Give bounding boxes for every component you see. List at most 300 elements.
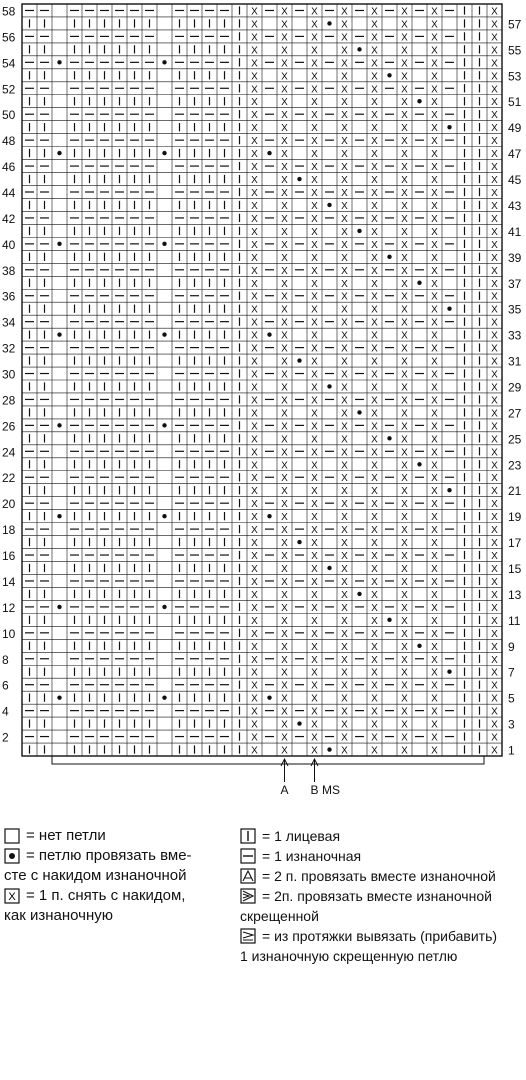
slip-stitch: X <box>311 473 318 485</box>
slip-stitch: X <box>311 525 318 537</box>
slip-stitch: X <box>341 434 348 446</box>
dot-stitch <box>327 747 331 751</box>
slip-stitch: X <box>311 628 318 640</box>
slip-stitch: X <box>371 213 378 225</box>
slip-stitch: X <box>431 706 438 718</box>
slip-stitch: X <box>281 551 288 563</box>
slip-stitch: X <box>401 576 408 588</box>
slip-stitch: X <box>251 330 258 342</box>
slip-stitch: X <box>491 641 498 653</box>
slip-stitch: X <box>401 447 408 459</box>
slip-stitch: X <box>491 615 498 627</box>
dot-stitch <box>327 21 331 25</box>
row-label-left: 30 <box>2 367 16 382</box>
slip-stitch: X <box>341 589 348 601</box>
row-label-right: 7 <box>508 665 515 680</box>
slip-stitch: X <box>401 71 408 83</box>
dot-stitch <box>57 605 61 609</box>
slip-stitch: X <box>251 525 258 537</box>
slip-stitch: X <box>491 110 498 122</box>
slip-stitch: X <box>401 265 408 277</box>
dot-stitch <box>327 384 331 388</box>
dot-stitch <box>162 151 166 155</box>
slip-stitch: X <box>491 330 498 342</box>
slip-stitch: X <box>371 149 378 161</box>
row-label-left: 18 <box>2 523 16 538</box>
slip-stitch: X <box>281 123 288 135</box>
slip-stitch: X <box>341 369 348 381</box>
slip-stitch: X <box>431 538 438 550</box>
slip-stitch: X <box>341 213 348 225</box>
legend-item-x-cont <box>4 906 234 926</box>
slip-stitch: X <box>341 32 348 44</box>
slip-stitch: X <box>311 58 318 70</box>
dot-stitch <box>57 242 61 246</box>
slip-stitch: X <box>491 382 498 394</box>
slip-stitch: X <box>251 473 258 485</box>
slip-stitch: X <box>311 551 318 563</box>
slip-stitch: X <box>281 512 288 524</box>
slip-stitch: X <box>311 265 318 277</box>
slip-stitch: X <box>281 564 288 575</box>
slip-stitch: X <box>311 719 318 731</box>
slip-stitch: X <box>401 486 408 498</box>
slip-stitch: X <box>431 32 438 44</box>
slip-stitch: X <box>431 525 438 537</box>
row-label-left: 48 <box>2 134 16 149</box>
legend-item-empty <box>4 826 234 846</box>
slip-stitch: X <box>311 706 318 718</box>
slip-stitch: X <box>371 719 378 731</box>
slip-stitch: X <box>431 291 438 303</box>
slip-stitch: X <box>401 84 408 96</box>
slip-stitch: X <box>281 239 288 251</box>
slip-stitch: X <box>401 317 408 329</box>
slip-stitch: X <box>251 32 258 44</box>
slip-stitch: X <box>311 317 318 329</box>
slip-stitch: X <box>341 123 348 135</box>
slip-stitch: X <box>371 356 378 368</box>
dot-stitch <box>417 644 421 648</box>
slip-stitch: X <box>431 265 438 277</box>
slip-stitch: X <box>371 745 378 757</box>
slip-stitch: X <box>431 602 438 614</box>
dot-stitch <box>447 488 451 492</box>
slip-stitch: X <box>251 421 258 433</box>
slip-stitch: X <box>251 395 258 407</box>
row-label-right: 27 <box>508 406 522 421</box>
dot-stitch <box>357 592 361 596</box>
slip-stitch: X <box>341 512 348 524</box>
slip-stitch: X <box>341 291 348 303</box>
slip-stitch: X <box>281 408 288 420</box>
slip-stitch: X <box>281 291 288 303</box>
slip-stitch: X <box>401 680 408 692</box>
slip-stitch: X <box>491 252 498 264</box>
slip-stitch: X <box>401 628 408 640</box>
legend-item-inc <box>240 926 524 946</box>
slip-stitch: X <box>371 369 378 381</box>
slip-stitch: X <box>311 45 318 57</box>
legend-item-p2togtbl <box>240 886 524 906</box>
slip-stitch: X <box>251 343 258 355</box>
slip-stitch: X <box>491 628 498 640</box>
slip-stitch: X <box>491 58 498 70</box>
legend-right <box>240 826 524 966</box>
dot-stitch <box>417 462 421 466</box>
slip-stitch: X <box>251 110 258 122</box>
repeat-bracket <box>52 756 484 764</box>
dot-stitch <box>387 436 391 440</box>
slip-stitch: X <box>431 460 438 472</box>
slip-stitch: X <box>431 123 438 135</box>
slip-stitch: X <box>431 421 438 433</box>
slip-stitch: X <box>251 447 258 459</box>
slip-stitch: X <box>341 460 348 472</box>
slip-stitch: X <box>431 680 438 692</box>
dot-icon <box>4 848 20 864</box>
row-label-left: 40 <box>2 237 16 252</box>
slip-stitch: X <box>371 421 378 433</box>
row-label-right: 23 <box>508 458 522 473</box>
slip-stitch: X <box>371 680 378 692</box>
row-label-left: 32 <box>2 341 16 356</box>
slip-stitch: X <box>371 343 378 355</box>
slip-stitch: X <box>491 317 498 329</box>
row-label-left: 58 <box>2 4 16 19</box>
slip-stitch: X <box>401 32 408 44</box>
dot-stitch <box>57 151 61 155</box>
slip-stitch: X <box>341 304 348 316</box>
slip-stitch: X <box>251 589 258 601</box>
slip-stitch: X <box>251 434 258 446</box>
section-label: MS <box>322 783 340 797</box>
slip-stitch: X <box>491 291 498 303</box>
slip-stitch: X <box>431 512 438 524</box>
slip-stitch: X <box>281 732 288 744</box>
row-label-left: 54 <box>2 56 16 71</box>
slip-stitch: X <box>311 486 318 498</box>
slip-stitch: X <box>371 45 378 57</box>
legend-text-knit: = 1 лицевая <box>262 828 341 844</box>
slip-stitch: X <box>341 486 348 498</box>
slip-stitch: X <box>281 136 288 148</box>
slip-stitch: X <box>431 551 438 563</box>
slip-stitch: X <box>371 58 378 70</box>
row-label-right: 39 <box>508 250 522 265</box>
slip-stitch: X <box>341 278 348 290</box>
slip-stitch: X <box>371 110 378 122</box>
slip-stitch: X <box>401 564 408 575</box>
row-label-left: 56 <box>2 30 16 45</box>
slip-stitch: X <box>371 486 378 498</box>
slip-stitch: X <box>431 226 438 238</box>
slip-stitch: X <box>431 745 438 757</box>
slip-stitch: X <box>251 654 258 666</box>
dot-stitch <box>417 281 421 285</box>
dot-stitch <box>57 695 61 699</box>
slip-stitch: X <box>491 408 498 420</box>
slip-stitch: X <box>281 628 288 640</box>
slip-stitch: X <box>311 538 318 550</box>
slip-stitch: X <box>281 110 288 122</box>
dot-stitch <box>327 566 331 570</box>
slip-stitch: X <box>281 499 288 511</box>
slip-stitch: X <box>341 149 348 161</box>
slip-stitch: X <box>371 239 378 251</box>
slip-stitch: X <box>281 421 288 433</box>
row-label-right: 21 <box>508 484 522 499</box>
row-label-left: 34 <box>2 315 16 330</box>
slip-stitch: X <box>371 32 378 44</box>
legend-text-x-cont: как изнаночную <box>4 907 113 924</box>
slip-stitch: X <box>491 654 498 666</box>
p2togtbl-icon <box>240 888 256 904</box>
slip-stitch: X <box>401 200 408 212</box>
slip-stitch: X <box>371 525 378 537</box>
dot-stitch <box>297 177 301 181</box>
slip-stitch: X <box>371 447 378 459</box>
slip-stitch: X <box>281 45 288 57</box>
slip-stitch: X <box>371 304 378 316</box>
slip-stitch: X <box>251 162 258 174</box>
slip-stitch: X <box>431 473 438 485</box>
slip-stitch: X <box>311 330 318 342</box>
slip-stitch: X <box>491 667 498 679</box>
slip-stitch: X <box>281 200 288 212</box>
row-label-right: 13 <box>508 587 522 602</box>
slip-stitch: X <box>281 278 288 290</box>
slip-stitch: X <box>491 19 498 31</box>
slip-stitch: X <box>401 369 408 381</box>
row-label-right: 57 <box>508 17 522 32</box>
dot-stitch <box>57 423 61 427</box>
slip-stitch: X <box>311 97 318 109</box>
legend-item-x <box>4 886 234 906</box>
slip-stitch: X <box>311 641 318 653</box>
slip-stitch: X <box>401 395 408 407</box>
row-label-right: 55 <box>508 43 522 58</box>
row-label-left: 8 <box>2 652 9 667</box>
slip-stitch: X <box>371 641 378 653</box>
slip-stitch: X <box>401 252 408 264</box>
slip-stitch: X <box>251 382 258 394</box>
slip-stitch: X <box>281 654 288 666</box>
slip-stitch: X <box>371 395 378 407</box>
slip-stitch: X <box>251 460 258 472</box>
slip-stitch: X <box>311 278 318 290</box>
slip-stitch: X <box>311 356 318 368</box>
slip-stitch: X <box>491 564 498 575</box>
slip-stitch: X <box>311 110 318 122</box>
slip-stitch: X <box>281 369 288 381</box>
slip-stitch: X <box>431 369 438 381</box>
slip-stitch: X <box>341 58 348 70</box>
slip-stitch: X <box>281 162 288 174</box>
slip-stitch: X <box>341 330 348 342</box>
slip-stitch: X <box>431 110 438 122</box>
slip-stitch: X <box>431 19 438 31</box>
slip-stitch: X <box>341 19 348 31</box>
slip-stitch: X <box>251 291 258 303</box>
slip-stitch: X <box>401 641 408 653</box>
slip-stitch: X <box>491 745 498 757</box>
slip-stitch: X <box>431 84 438 96</box>
slip-stitch: X <box>401 226 408 238</box>
slip-stitch: X <box>341 602 348 614</box>
slip-stitch: X <box>251 408 258 420</box>
slip-stitch: X <box>491 576 498 588</box>
slip-stitch: X <box>281 252 288 264</box>
slip-stitch: X <box>431 654 438 666</box>
slip-stitch: X <box>251 641 258 653</box>
slip-stitch: X <box>371 434 378 446</box>
row-label-right: 25 <box>508 432 522 447</box>
slip-stitch: X <box>371 460 378 472</box>
dot-stitch <box>447 306 451 310</box>
slip-stitch: X <box>281 706 288 718</box>
slip-stitch: X <box>251 278 258 290</box>
slip-stitch: X <box>401 45 408 57</box>
slip-stitch: X <box>431 71 438 83</box>
slip-stitch: X <box>401 304 408 316</box>
slip-stitch: X <box>341 538 348 550</box>
slip-stitch: X <box>341 615 348 627</box>
slip-stitch: X <box>371 97 378 109</box>
slip-stitch: X <box>311 589 318 601</box>
slip-stitch: X <box>401 551 408 563</box>
slip-stitch: X <box>431 175 438 187</box>
slip-stitch: X <box>401 330 408 342</box>
slip-stitch: X <box>491 473 498 485</box>
slip-stitch: X <box>491 434 498 446</box>
legend-text-inc: = из протяжки вывязать (прибавить) <box>262 928 498 944</box>
slip-stitch: X <box>401 693 408 705</box>
slip-stitch: X <box>371 84 378 96</box>
slip-stitch: X <box>371 615 378 627</box>
slip-stitch: X <box>431 162 438 174</box>
slip-stitch: X <box>491 680 498 692</box>
slip-stitch: X <box>311 175 318 187</box>
slip-stitch: X <box>251 693 258 705</box>
row-label-right: 43 <box>508 198 522 213</box>
slip-stitch: X <box>251 628 258 640</box>
legend-text-purl: = 1 изнаночная <box>262 848 362 864</box>
slip-stitch: X <box>311 408 318 420</box>
dot-stitch <box>357 47 361 51</box>
row-label-right: 53 <box>508 69 522 84</box>
dot-stitch <box>387 618 391 622</box>
slip-stitch: X <box>401 473 408 485</box>
slip-stitch: X <box>281 149 288 161</box>
slip-stitch: X <box>401 136 408 148</box>
slip-stitch: X <box>491 213 498 225</box>
legend-text-inc-cont: 1 изнаночную скрещенную петлю <box>240 948 458 964</box>
slip-stitch: X <box>341 382 348 394</box>
slip-stitch: X <box>281 71 288 83</box>
slip-stitch: X <box>341 499 348 511</box>
increase-icon <box>240 928 256 944</box>
x-stitch-icon <box>4 888 20 904</box>
slip-stitch: X <box>341 525 348 537</box>
slip-stitch: X <box>491 706 498 718</box>
slip-stitch: X <box>311 745 318 757</box>
slip-stitch: X <box>251 538 258 550</box>
slip-stitch: X <box>311 369 318 381</box>
slip-stitch: X <box>311 123 318 135</box>
dot-stitch <box>447 125 451 129</box>
slip-stitch: X <box>341 667 348 679</box>
slip-stitch: X <box>371 551 378 563</box>
slip-stitch: X <box>491 343 498 355</box>
slip-stitch: X <box>401 602 408 614</box>
slip-stitch: X <box>401 6 408 18</box>
dot-stitch <box>417 99 421 103</box>
slip-stitch: X <box>341 551 348 563</box>
dot-stitch <box>327 203 331 207</box>
slip-stitch: X <box>281 460 288 472</box>
slip-stitch: X <box>281 213 288 225</box>
slip-stitch: X <box>371 200 378 212</box>
slip-stitch: X <box>401 58 408 70</box>
slip-stitch: X <box>281 97 288 109</box>
slip-stitch: X <box>281 525 288 537</box>
slip-stitch: X <box>401 732 408 744</box>
slip-stitch: X <box>341 71 348 83</box>
slip-stitch: X <box>491 693 498 705</box>
slip-stitch: X <box>251 732 258 744</box>
row-label-left: 12 <box>2 600 16 615</box>
row-label-left: 46 <box>2 160 16 175</box>
slip-stitch: X <box>401 162 408 174</box>
slip-stitch: X <box>431 719 438 731</box>
slip-stitch: X <box>371 265 378 277</box>
dot-stitch <box>162 605 166 609</box>
slip-stitch: X <box>311 693 318 705</box>
slip-stitch: X <box>341 188 348 199</box>
slip-stitch: X <box>281 693 288 705</box>
slip-stitch: X <box>401 19 408 31</box>
p2tog-icon <box>240 868 256 884</box>
slip-stitch: X <box>311 226 318 238</box>
slip-stitch: X <box>401 97 408 109</box>
slip-stitch: X <box>311 213 318 225</box>
slip-stitch: X <box>371 732 378 744</box>
slip-stitch: X <box>281 719 288 731</box>
slip-stitch: X <box>491 421 498 433</box>
slip-stitch: X <box>371 564 378 575</box>
row-label-right: 5 <box>508 691 515 706</box>
slip-stitch: X <box>491 538 498 550</box>
slip-stitch: X <box>311 667 318 679</box>
row-label-left: 26 <box>2 419 16 434</box>
slip-stitch: X <box>431 45 438 57</box>
marker-label: B <box>310 783 319 797</box>
slip-stitch: X <box>491 719 498 731</box>
slip-stitch: X <box>371 278 378 290</box>
slip-stitch: X <box>491 239 498 251</box>
slip-stitch: X <box>431 434 438 446</box>
slip-stitch: X <box>491 97 498 109</box>
slip-stitch: X <box>281 343 288 355</box>
dot-stitch <box>267 151 271 155</box>
slip-stitch: X <box>401 706 408 718</box>
slip-stitch: X <box>281 58 288 70</box>
slip-stitch: X <box>311 576 318 588</box>
empty-cell-icon <box>4 828 20 844</box>
slip-stitch: X <box>341 97 348 109</box>
slip-stitch: X <box>311 447 318 459</box>
